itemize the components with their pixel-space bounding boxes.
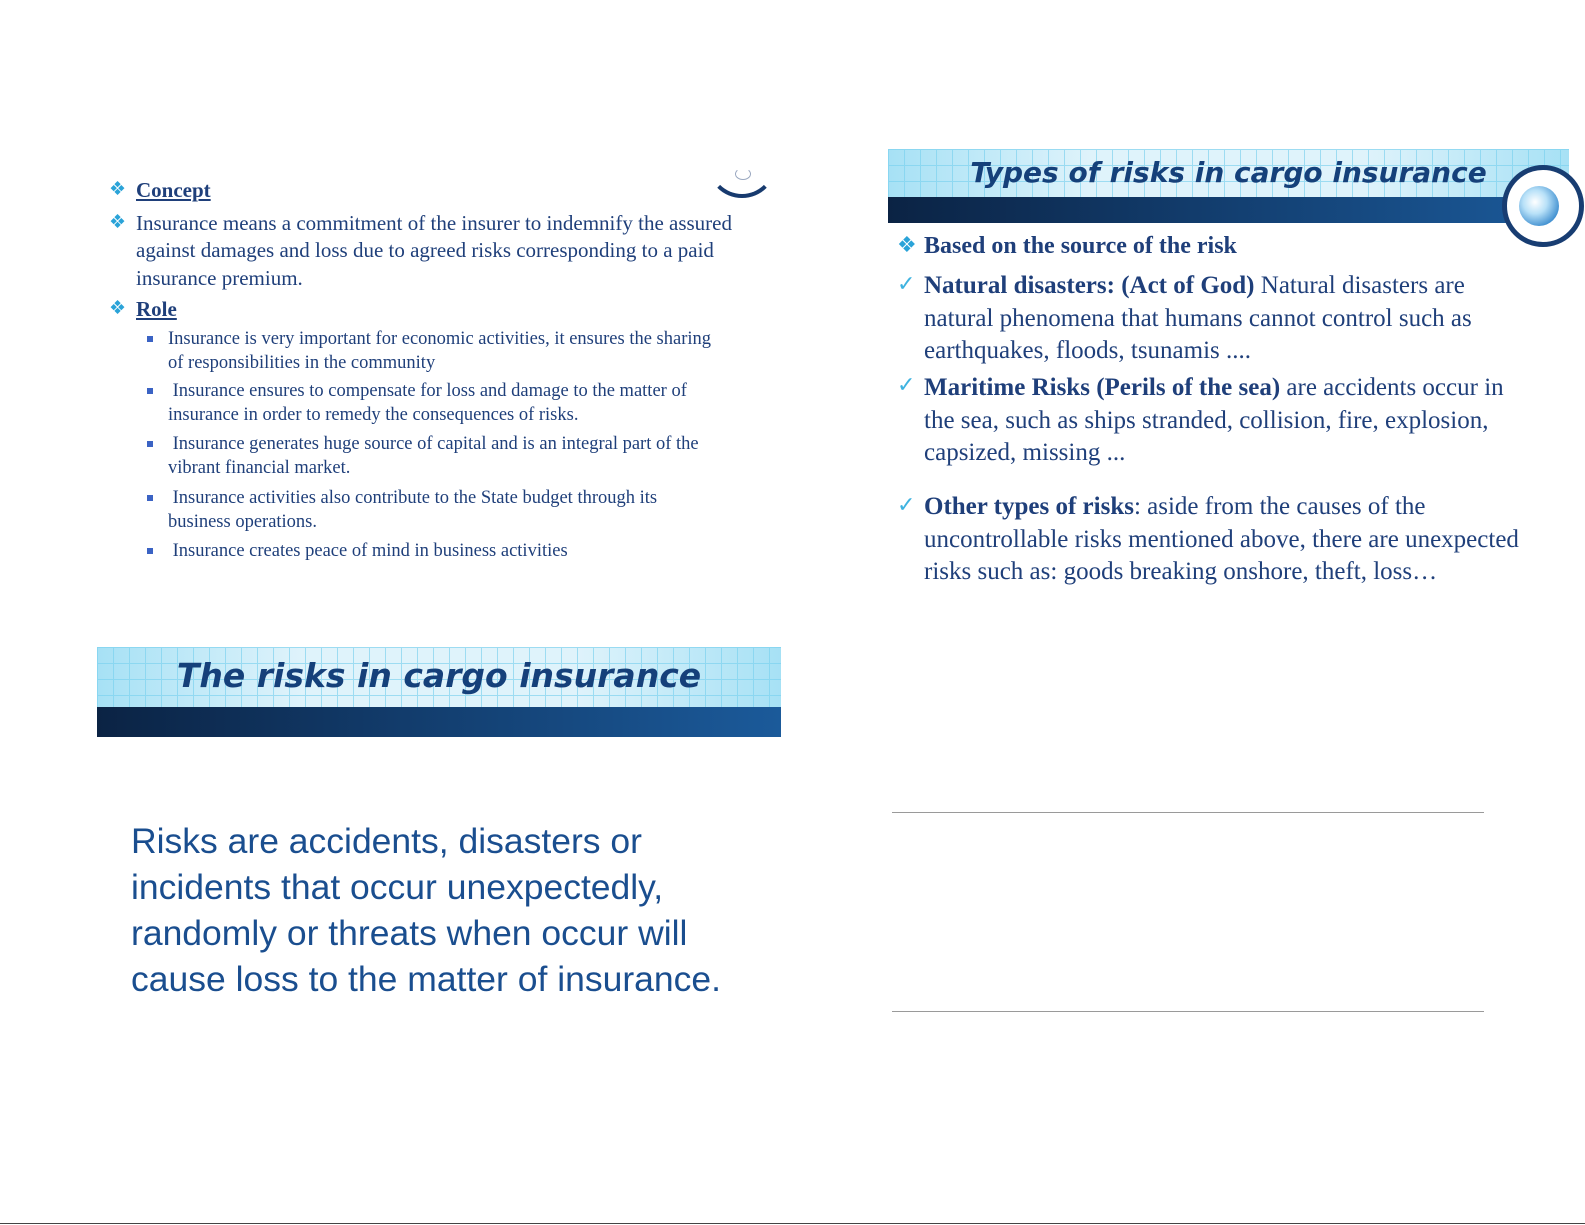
- role-item-line: vibrant financial market.: [168, 458, 351, 478]
- role-item-line: business operations.: [168, 512, 318, 532]
- role-item-line: Insurance generates huge source of capital and is an integral part of the: [168, 434, 699, 454]
- maritime-risks-line: Maritime Risks (Perils of the sea) are accidents occur in: [924, 374, 1504, 401]
- concept-heading: Concept: [136, 178, 211, 202]
- notes-line: [892, 1011, 1484, 1012]
- slide-logo-dot: [735, 168, 751, 180]
- notes-line: [892, 812, 1484, 813]
- checkmark-icon: ✓: [897, 272, 916, 297]
- bullet-square-icon: [147, 388, 153, 394]
- checkmark-icon: ✓: [897, 373, 916, 398]
- bullet-diamond-icon: ❖: [109, 179, 127, 200]
- concept-text-line: insurance premium.: [136, 266, 303, 290]
- bullet-diamond-icon: ❖: [109, 298, 127, 319]
- role-item-line: Insurance activities also contribute to the State budget through its: [168, 488, 658, 508]
- risks-title: The risks in cargo insurance: [176, 656, 702, 695]
- bullet-square-icon: [147, 548, 153, 554]
- other-risks-line: risks such as: goods breaking onshore, theft, loss…: [924, 558, 1438, 585]
- risks-definition-line: cause loss to the matter of insurance.: [131, 959, 721, 999]
- page-bottom-line: [0, 1223, 1585, 1224]
- role-item-line: of responsibilities in the community: [168, 353, 436, 373]
- bullet-square-icon: [147, 336, 153, 342]
- role-item-line: Insurance ensures to compensate for loss and damage to the matter of: [168, 381, 687, 401]
- natural-disasters-line: earthquakes, floods, tsunamis ....: [924, 337, 1252, 364]
- globe-inner-icon: [1519, 186, 1559, 226]
- maritime-risks-line: capsized, missing ...: [924, 439, 1126, 466]
- role-item-line: Insurance is very important for economic activities, it ensures the sharing: [168, 329, 712, 349]
- bullet-square-icon: [147, 441, 153, 447]
- bullet-square-icon: [147, 495, 153, 501]
- other-risks-line: uncontrollable risks mentioned above, there are unexpected: [924, 526, 1519, 553]
- bullet-diamond-icon: ❖: [897, 232, 917, 257]
- risks-definition-line: Risks are accidents, disasters or: [131, 821, 642, 861]
- natural-disasters-line: natural phenomena that humans cannot control such as: [924, 305, 1472, 332]
- role-heading: Role: [136, 297, 177, 321]
- concept-text-line: against damages and loss due to agreed risks corresponding to a paid: [136, 238, 714, 262]
- bullet-diamond-icon: ❖: [109, 212, 127, 233]
- concept-text-line: Insurance means a commitment of the insurer to indemnify the assured: [136, 211, 732, 235]
- role-item-line: Insurance creates peace of mind in business activities: [168, 541, 568, 561]
- risks-definition-line: incidents that occur unexpectedly,: [131, 867, 664, 907]
- role-item-line: insurance in order to remedy the consequences of risks.: [168, 405, 579, 425]
- checkmark-icon: ✓: [897, 493, 916, 518]
- types-of-risks-title: Types of risks in cargo insurance: [970, 156, 1487, 189]
- other-risks-line: Other types of risks: aside from the causes of the: [924, 493, 1426, 520]
- maritime-risks-line: the sea, such as ships stranded, collision, fire, explosion,: [924, 407, 1489, 434]
- natural-disasters-line: Natural disasters: (Act of God) Natural disasters are: [924, 272, 1465, 299]
- slide-title-banner: [97, 647, 781, 737]
- risk-source-heading: Based on the source of the risk: [924, 233, 1237, 259]
- risks-definition-line: randomly or threats when occur will: [131, 913, 688, 953]
- slide-title-banner: [888, 149, 1569, 223]
